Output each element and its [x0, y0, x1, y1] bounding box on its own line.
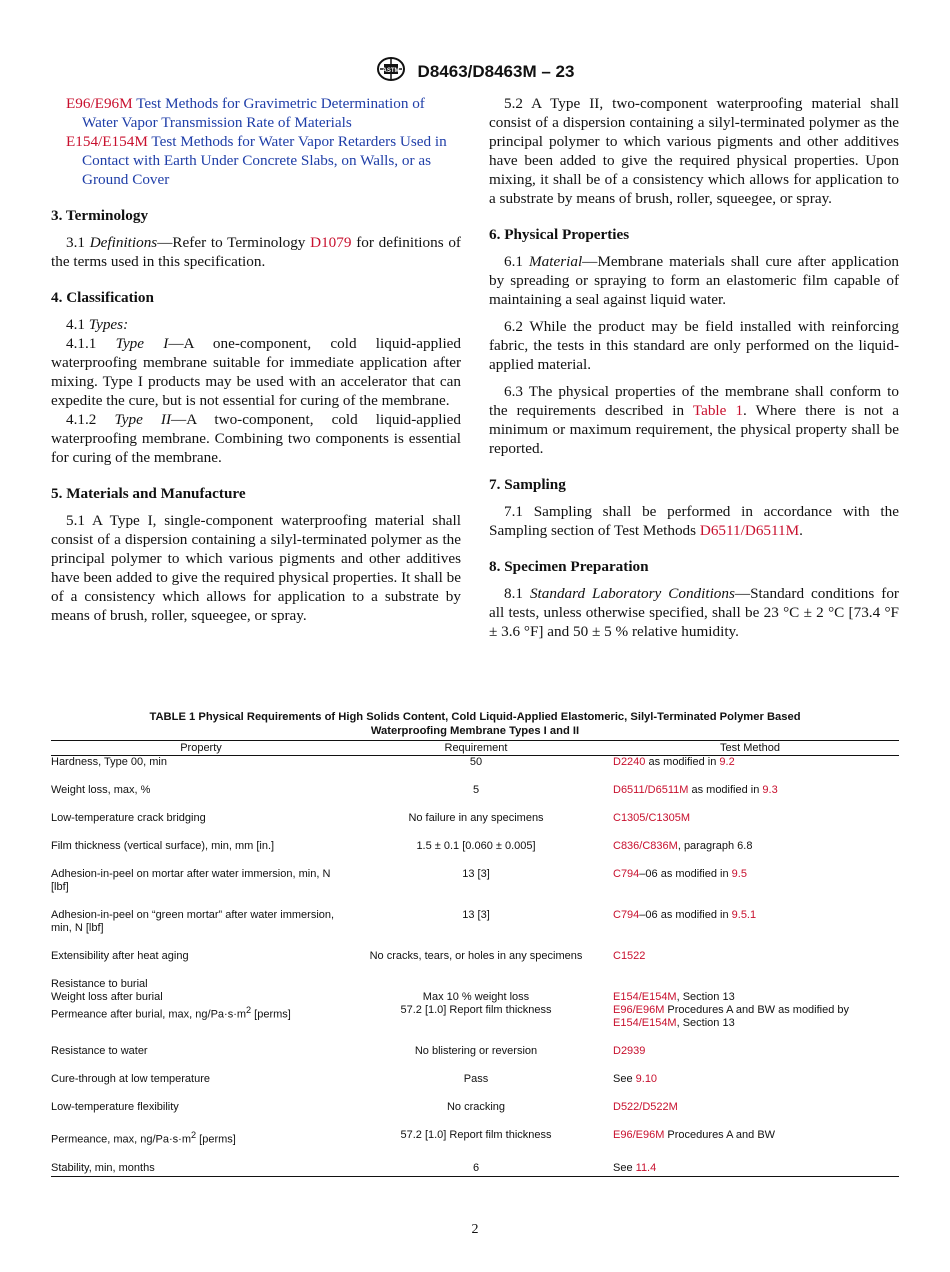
defined-term: Material — [529, 253, 583, 270]
cell-requirement: 50 — [469, 756, 483, 768]
paragraph-6-3 — [489, 382, 899, 458]
cell-property: Extensibility after heat aging — [51, 950, 189, 962]
reference-code-link[interactable]: E154/E154M — [66, 133, 148, 150]
method-text: , paragraph 6.8 — [677, 840, 753, 852]
method-text: See — [613, 1073, 636, 1085]
method-link[interactable]: C1305/C1305M — [613, 812, 691, 824]
cell-property: Adhesion-in-peel on mortar after water immersion, min, N [lbf] — [51, 868, 331, 893]
table-row — [51, 1101, 899, 1129]
table-row — [51, 756, 899, 785]
cell-method — [601, 1073, 899, 1101]
section-heading-physical-properties: 6. Physical Properties — [489, 226, 630, 243]
cell-method — [601, 978, 899, 1045]
section-link[interactable]: 9.3 — [762, 784, 778, 796]
cell-requirement — [351, 978, 601, 1045]
property-text: Permeance, max, ng/Pa·s·m — [51, 1133, 191, 1146]
reference-code-link[interactable]: E96/E96M — [66, 95, 133, 112]
reference-e154 — [51, 132, 461, 189]
method-link[interactable]: E154/E154M — [613, 1017, 677, 1029]
method-link[interactable]: D2939 — [613, 1045, 646, 1057]
cell-requirement: 5 — [472, 784, 480, 796]
table-row — [51, 1162, 899, 1177]
method-text: –06 as modified in — [639, 868, 732, 880]
table-row — [51, 909, 899, 950]
cell-property: Stability, min, months — [51, 1162, 351, 1177]
cell-method — [601, 1162, 899, 1177]
astm-logo-icon — [376, 56, 406, 87]
paragraph-7-1 — [489, 502, 899, 540]
clause-number: 6.1 — [504, 253, 523, 270]
requirement-line: 57.2 [1.0] Report film thickness — [400, 1004, 552, 1016]
cell-method — [601, 756, 899, 785]
paragraph-5-1: 5.1 A Type I, single-component waterproofing material shall consist of a dispersion containing a silyl-terminated polymer as the principal polymer to which various pigments and other additives have been added to give the required physical properties. It shall be of a consistency which allows for application to a substrate by means of brush, roller, squeegee, or spray. — [51, 512, 461, 624]
column-header-method: Test Method — [601, 741, 899, 756]
reference-title-link[interactable]: Test Methods for Water Vapor Retarders Used in Contact with Earth Under Concrete Slabs, on Walls, or as Ground Cover — [82, 133, 447, 188]
standard-designation: D8463/D8463M – 23 — [417, 61, 575, 81]
property-text: Permeance after burial, max, ng/Pa·s·m — [51, 1008, 247, 1021]
table-row — [51, 978, 899, 1045]
svg-text:ASTM: ASTM — [382, 68, 400, 74]
paragraph-text: 7.1 Sampling shall be performed in accordance with the Sampling section of Test Methods — [489, 503, 899, 539]
table-row — [51, 1129, 899, 1162]
method-text: Procedures A and BW — [664, 1129, 776, 1141]
cell-method — [601, 840, 899, 868]
cell-method — [601, 950, 899, 978]
clause-number: 4.1 — [66, 316, 85, 333]
cell-method — [601, 909, 899, 950]
paragraph-text: . — [799, 522, 803, 539]
method-link[interactable]: D522/D522M — [613, 1101, 678, 1113]
paragraph-3-1 — [51, 233, 461, 271]
cell-requirement: No cracking — [446, 1101, 506, 1113]
table-row — [51, 812, 899, 840]
method-link[interactable]: E96/E96M — [613, 1004, 665, 1016]
cell-requirement: 6 — [351, 1162, 601, 1177]
paragraph-text: —Membrane materials shall cure after application by spreading or spraying to form an elastomeric film capable of maintaining a seal against liquid water. — [489, 253, 900, 308]
column-header-property: Property — [51, 741, 351, 756]
cell-property: Resistance to water — [51, 1045, 148, 1057]
method-link[interactable]: D6511/D6511M — [613, 784, 689, 796]
cell-method — [601, 1129, 899, 1162]
section-link[interactable]: 9.5 — [731, 868, 747, 880]
cell-property: Hardness, Type 00, min — [51, 756, 167, 768]
property-line: Weight loss after burial — [51, 991, 163, 1003]
method-text: as modified in — [645, 756, 720, 768]
cell-requirement: 1.5 ± 0.1 [0.060 ± 0.005] — [416, 840, 536, 852]
method-text: See — [613, 1161, 636, 1174]
cell-method — [601, 1045, 899, 1073]
cell-method — [601, 1101, 899, 1129]
section-link[interactable]: 9.5.1 — [731, 909, 757, 921]
method-link[interactable]: C1522 — [613, 950, 646, 962]
cell-requirement: 13 [3] — [462, 909, 490, 921]
cell-requirement: 13 [3] — [462, 868, 490, 880]
cell-property: Cure-through at low temperature — [51, 1073, 210, 1085]
d6511-link[interactable]: D6511/D6511M — [699, 522, 800, 539]
property-text: [perms] — [251, 1008, 291, 1021]
reference-title-link[interactable]: Test Methods for Gravimetric Determination of Water Vapor Transmission Rate of Materials — [82, 95, 425, 131]
reference-e96 — [51, 94, 461, 132]
property-text: [perms] — [196, 1133, 236, 1146]
paragraph-text: —A two-component, cold liquid-applied waterproofing membrane. Combining two components is essential for curing of the membrane. — [51, 411, 461, 466]
defined-term: Definitions — [89, 234, 158, 251]
cell-property — [51, 1129, 351, 1162]
paragraph-8-1 — [489, 584, 899, 641]
section-link[interactable]: 9.10 — [635, 1073, 658, 1085]
cell-requirement: No blistering or reversion — [414, 1045, 538, 1057]
paragraph-5-2: 5.2 A Type II, two-component waterproofing material shall consist of a dispersion containing a silyl-terminated polymer as the principal polymer to which various pigments and other additives have been added to give the required physical properties. Upon mixing, it shall be of a consistency which allows for application to a substrate by means of brush, roller, squeegee, or spray. — [489, 95, 899, 207]
column-header-requirement: Requirement — [351, 741, 601, 756]
cell-property: Adhesion-in-peel on “green mortar” after water immersion, min, N [lbf] — [51, 909, 335, 934]
requirement-line: Max 10 % weight loss — [422, 991, 530, 1003]
cell-requirement: No cracks, tears, or holes in any specimens — [369, 950, 583, 962]
d1079-link[interactable]: D1079 — [310, 234, 352, 251]
cell-property — [51, 978, 351, 1045]
section-link[interactable]: 11.4 — [635, 1161, 657, 1174]
table-1 — [51, 710, 899, 1177]
defined-term: Type I — [115, 335, 169, 352]
requirements-table — [51, 740, 899, 1177]
defined-term: Type II — [114, 411, 172, 428]
method-text: Procedures A and BW as modified by — [664, 1004, 850, 1016]
paragraph-6-2: 6.2 While the product may be field installed with reinforcing fabric, the tests in this standard are only performed on the liquid-applied material. — [489, 318, 899, 373]
table-header-row — [51, 741, 899, 756]
page-header — [0, 56, 950, 87]
clause-number: 4.1.2 — [66, 411, 97, 428]
cell-requirement: Pass — [463, 1073, 489, 1085]
method-link[interactable]: C794 — [613, 909, 640, 921]
table-row — [51, 784, 899, 812]
table-row — [51, 840, 899, 868]
table-row — [51, 1045, 899, 1073]
paragraph-text: —Refer to Terminology — [157, 234, 306, 251]
right-column — [489, 94, 899, 649]
section-heading-specimen-preparation: 8. Specimen Preparation — [489, 558, 649, 575]
section-link[interactable]: 9.2 — [719, 756, 735, 768]
table-caption-line: TABLE 1 Physical Requirements of High Solids Content, Cold Liquid-Applied Elastomeric, Silyl-Terminated Polymer Based — [149, 711, 801, 723]
page-number: 2 — [471, 1222, 479, 1237]
section-heading-sampling: 7. Sampling — [489, 476, 566, 493]
paragraph-text: —Standard conditions for all tests, unless otherwise specified, shall be 23 °C ± 2 °C [73.4 °F ± 3.6 °F] and 50 ± 5 % relative humidity. — [489, 585, 899, 640]
clause-number: 8.1 — [504, 585, 523, 602]
cell-property: Weight loss, max, % — [51, 784, 151, 796]
table-1-link[interactable]: Table 1 — [692, 402, 744, 419]
cell-requirement: 57.2 [1.0] Report film thickness — [400, 1129, 552, 1141]
method-link[interactable]: D2240 — [613, 756, 646, 768]
cell-property: Film thickness (vertical surface), min, mm [in.] — [51, 840, 275, 852]
cell-requirement: No failure in any specimens — [408, 812, 544, 824]
paragraph-text: . Where there is not a minimum or maximum requirement, the physical property shall be reported. — [489, 402, 900, 457]
clause-number: 3.1 — [66, 234, 85, 251]
paragraph-text: for definitions of the terms used in this specification. — [51, 234, 461, 270]
defined-term: Standard Laboratory Conditions — [529, 585, 735, 602]
paragraph-6-1 — [489, 252, 899, 309]
method-text: , Section 13 — [676, 991, 735, 1003]
defined-term: Types: — [88, 316, 129, 333]
method-text: , Section 13 — [676, 1017, 735, 1029]
method-link[interactable]: C836/C836M — [613, 840, 678, 852]
table-row — [51, 950, 899, 978]
section-heading-terminology: 3. Terminology — [51, 207, 149, 224]
property-line: Resistance to burial — [51, 978, 148, 990]
cell-property: Low-temperature flexibility — [51, 1101, 179, 1113]
method-link[interactable]: C794 — [613, 868, 640, 880]
cell-method — [601, 784, 899, 812]
table-caption — [51, 710, 899, 738]
table-row — [51, 868, 899, 909]
paragraph-4-1 — [51, 315, 461, 334]
method-text: as modified in — [688, 784, 763, 796]
cell-method — [601, 868, 899, 909]
superscript: 2 — [246, 1005, 252, 1015]
paragraph-text: —A one-component, cold liquid-applied waterproofing membrane suitable for immediate application after mixing. Type I products may be used with an accelerator that can expedite the cure, but is not essential for curing of the membrane. — [51, 335, 461, 409]
method-link[interactable]: E154/E154M — [613, 991, 677, 1003]
paragraph-4-1-2 — [51, 410, 461, 467]
method-link[interactable]: E96/E96M — [613, 1129, 665, 1141]
clause-number: 4.1.1 — [66, 335, 97, 352]
table-row — [51, 1073, 899, 1101]
cell-property: Low-temperature crack bridging — [51, 812, 206, 824]
left-column — [51, 94, 461, 633]
method-text: –06 as modified in — [639, 909, 732, 921]
method-line — [613, 991, 899, 1004]
section-heading-materials: 5. Materials and Manufacture — [51, 485, 246, 502]
method-line — [613, 1004, 899, 1030]
section-heading-classification: 4. Classification — [51, 289, 154, 306]
paragraph-4-1-1 — [51, 334, 461, 410]
property-line — [51, 1004, 351, 1022]
cell-method — [601, 812, 899, 840]
paragraph-text: 6.3 The physical properties of the membrane shall conform to the requirements described in — [489, 383, 899, 419]
superscript: 2 — [191, 1130, 197, 1140]
table-caption-line: Waterproofing Membrane Types I and II — [370, 725, 580, 737]
